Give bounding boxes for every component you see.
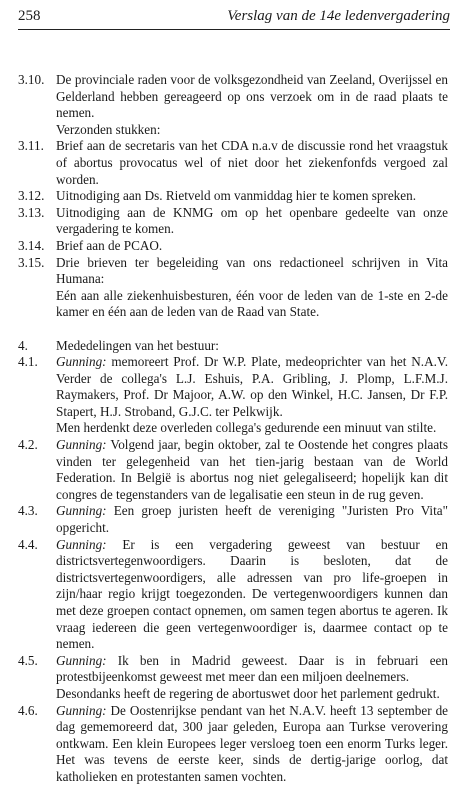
entry-text: Desondanks heeft de regering de abortuswet door het parlement gedrukt.: [56, 685, 440, 701]
header-rule: [18, 29, 450, 30]
numbered-entry: [18, 255, 448, 321]
speaker-name: Gunning:: [56, 652, 107, 668]
entry-number: 4.3.: [18, 503, 38, 519]
entry-text: [56, 653, 448, 686]
entry-text: Eén aan alle ziekenhuisbesturen, één voor de leden van de 1-ste en 2-de kamer en één aan de leden van de Raad van State.: [56, 287, 448, 320]
entry-number: 3.12.: [18, 188, 45, 204]
entry-text: [56, 703, 448, 786]
section-4-heading: [18, 338, 448, 355]
numbered-entry: [18, 354, 448, 437]
numbered-entry: [18, 238, 448, 255]
section-4-list: [18, 354, 448, 785]
entry-number: 3.14.: [18, 237, 45, 253]
document-body: [18, 72, 448, 786]
entry-number: 3.10.: [18, 72, 45, 87]
entry-line: Er is een vergadering geweest van bestuur en districtsvertegenwoordigers. Daarin is besloten, dat de districtsvertegenwoordigers, alle adressen van pro life-groepen in zijn/haar regio krijgt toegezonden. De vertegenwoordigers kunnen dan met deze groepen contact opnemen, om samen tegen abortus te ageren. Ik vraag iedereen die geen vertegenwoordiger is, daarmee contact op te nemen.: [56, 536, 448, 652]
entry-line: Een groep juristen heeft de vereniging "Juristen Pro Vita" opgericht.: [56, 503, 448, 536]
entry-number: 4.1.: [18, 354, 38, 370]
speaker-name: Gunning:: [56, 702, 107, 718]
entry-text: Brief aan de secretaris van het CDA n.a.v de discussie rond het vraagstuk of abortus provocatus wel of niet door het ziekenfonfds vergoed zal worden.: [56, 138, 448, 187]
entry-number: 4.6.: [18, 702, 38, 718]
page-number: 258: [18, 8, 41, 24]
running-header: [18, 8, 450, 28]
entry-text: Uitnodiging aan de KNMG om op het openbare gedeelte van onze vergadering te komen.: [56, 204, 448, 237]
entry-line: De Oostenrijkse pendant van het N.A.V. heeft 13 september de dag gememoreerd dat, 300 jaar geleden, Europa aan Turkse verovering ontkwam. Een klein Europees leger versloeg toen een enorm Turks leger. Het was tevens de eerste keer, sinds de dertig-jarige oorlog, dat katholieken en protestanten samen vochten.: [56, 702, 449, 784]
numbered-entry: [18, 703, 448, 786]
entry-text: Brief aan de PCAO.: [56, 237, 163, 253]
entry-number: 4.2.: [18, 437, 38, 453]
running-title: Verslag van de 14e ledenvergadering: [227, 8, 450, 24]
numbered-entry: [18, 537, 448, 653]
entry-line: Volgend jaar, begin oktober, zal te Oostende het congres plaats vinden ter gelegenheid van het tien-jarig bestaan van de World Federation. In België is abortus nog niet gelegaliseerd; hopelijk kan dit congres de tegenstanders van de legalisatie een steun in de rug geven.: [56, 437, 448, 502]
numbered-entry: [18, 653, 448, 703]
entry-text: [56, 503, 448, 536]
section-4-number: 4.: [18, 337, 28, 353]
speaker-name: Gunning:: [56, 354, 107, 370]
entry-text: Verzonden stukken:: [56, 121, 161, 137]
numbered-entry: [18, 205, 448, 238]
entry-number: 3.15.: [18, 254, 45, 270]
section-3-list: [18, 72, 448, 321]
entry-text: Men herdenkt deze overleden collega's gedurende een minuut van stilte.: [56, 420, 437, 436]
entry-text: [56, 437, 448, 503]
numbered-entry: [18, 437, 448, 503]
entry-text: [56, 537, 448, 653]
numbered-entry: [18, 503, 448, 536]
section-4-title: Mededelingen van het bestuur:: [56, 337, 219, 353]
entry-number: 3.13.: [18, 204, 45, 220]
entry-text: Drie brieven ter begeleiding van ons redactioneel schrijven in Vita Humana:: [56, 254, 448, 287]
entry-number: 3.11.: [18, 138, 44, 154]
entry-text: De provinciale raden voor de volksgezondheid van Zeeland, Overijssel en Gelderland hebben gereageerd op ons verzoek om in de raad plaats te nemen.: [56, 72, 448, 121]
speaker-name: Gunning:: [56, 536, 107, 552]
entry-line: Ik ben in Madrid geweest. Daar is in februari een protestbijeenkomst geweest met meer dan een miljoen deelnemers.: [56, 652, 448, 685]
speaker-name: Gunning:: [56, 437, 107, 453]
numbered-entry: [18, 138, 448, 188]
numbered-entry: [18, 188, 448, 205]
entry-text: [56, 354, 448, 420]
section-gap: [18, 321, 448, 338]
entry-line: memoreert Prof. Dr W.P. Plate, medeoprichter van het N.A.V. Verder de collega's L.J. Eshuis, P.A. Gribling, J. Plomp, L.F.M.J. Raymakers, Prof. Dr Majoor, A.W. op den Winkel, H.C. Jansen, Dr F.P. Stapert, H.J. Stroband, G.J.C. ter Pelkwijk.: [56, 354, 449, 419]
numbered-entry: [18, 72, 448, 138]
speaker-name: Gunning:: [56, 503, 107, 519]
entry-text: Uitnodiging aan Ds. Rietveld om vanmiddag hier te komen spreken.: [56, 188, 417, 204]
entry-number: 4.4.: [18, 536, 38, 552]
entry-number: 4.5.: [18, 652, 38, 668]
